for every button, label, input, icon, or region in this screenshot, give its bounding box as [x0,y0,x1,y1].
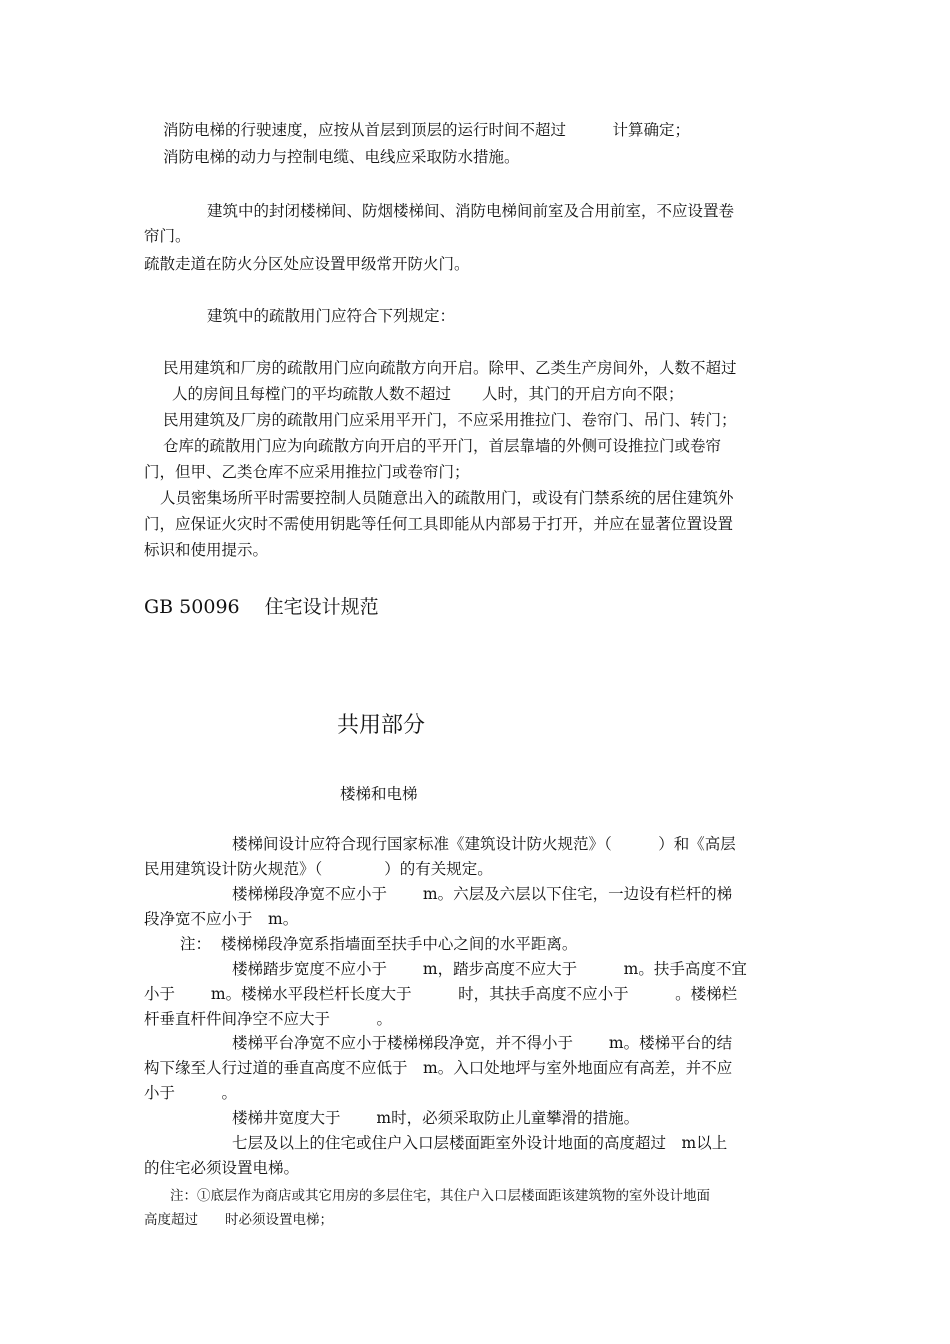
text-line: 民用建筑和厂房的疏散用门应向疏散方向开启。除甲、乙类生产房间外，人数不超过 [163,359,737,377]
text-line: 小于 。 [144,1084,238,1102]
subsection-title: 楼梯和电梯 [340,785,418,803]
text-line: 楼梯井宽度大于 m时，必须采取防止儿童攀滑的措施。 [232,1109,640,1127]
text-line: 门，但甲、乙类仓库不应采用推拉门或卷帘门； [144,463,470,481]
text-line: 小于 m。楼梯水平段栏杆长度大于 时，其扶手高度不应小于 。楼梯栏 [144,985,738,1003]
note-line: 注：①底层作为商店或其它用房的多层住宅，其住户入口层楼面距该建筑物的室外设计地面 [170,1188,710,1204]
note-line: 高度超过 时必须设置电梯； [144,1212,333,1228]
section-title: 共用部分 [337,713,426,738]
text-line: 楼梯踏步宽度不应小于 m，踏步高度不应大于 m。扶手高度不宜 [232,960,747,978]
text-line: 仓库的疏散用门应为向疏散方向开启的平开门，首层靠墙的外侧可设推拉门或卷帘 [163,437,722,455]
text-line: 民用建筑设计防火规范》（ ）的有关规定。 [144,860,493,878]
text-line: 人员密集场所平时需要控制人员随意出入的疏散用门，或设有门禁系统的居住建筑外 [160,489,734,507]
text-line: 的住宅必须设置电梯。 [144,1159,300,1177]
text-line: 门，应保证火灾时不需使用钥匙等任何工具即能从内部易于打开，并应在显著位置设置 [144,515,734,533]
text-line: 楼梯间设计应符合现行国家标准《建筑设计防火规范》（ ）和《高层 [232,835,736,853]
text-line: 标识和使用提示。 [144,541,269,559]
text-line: 消防电梯的动力与控制电缆、电线应采取防水措施。 [163,148,520,166]
text-line: 消防电梯的行驶速度，应按从首层到顶层的运行时间不超过 计算确定； [163,121,691,139]
text-line: 楼梯平台净宽不应小于楼梯梯段净宽，并不得小于 m。楼梯平台的结 [232,1034,733,1052]
text-line: 楼梯梯段净宽不应小于 m。六层及六层以下住宅，一边设有栏杆的梯 [232,885,733,903]
document-heading: GB 50096 住宅设计规范 [144,596,379,618]
text-line: 杆垂直杆件间净空不应大于 。 [144,1010,393,1028]
text-line: 民用建筑及厂房的疏散用门应采用平开门，不应采用推拉门、卷帘门、吊门、转门； [163,411,737,429]
text-line: 段净宽不应小于 m。 [144,910,299,928]
note-line: 注： 楼梯梯段净宽系指墙面至扶手中心之间的水平距离。 [180,935,578,953]
text-line: 建筑中的疏散用门应符合下列规定： [207,307,456,325]
text-line: 疏散走道在防火分区处应设置甲级常开防火门。 [144,255,470,273]
text-line: 建筑中的封闭楼梯间、防烟楼梯间、消防电梯间前室及合用前室，不应设置卷 [207,202,735,220]
text-line: 构下缘至人行过道的垂直高度不应低于 m。入口处地坪与室外地面应有高差，并不应 [144,1059,733,1077]
text-line: 七层及以上的住宅或住户入口层楼面距室外设计地面的高度超过 m以上 [232,1134,728,1152]
text-line: 人的房间且每樘门的平均疏散人数不超过 人时，其门的开启方向不限； [172,385,684,403]
text-line: 帘门。 [144,227,191,245]
